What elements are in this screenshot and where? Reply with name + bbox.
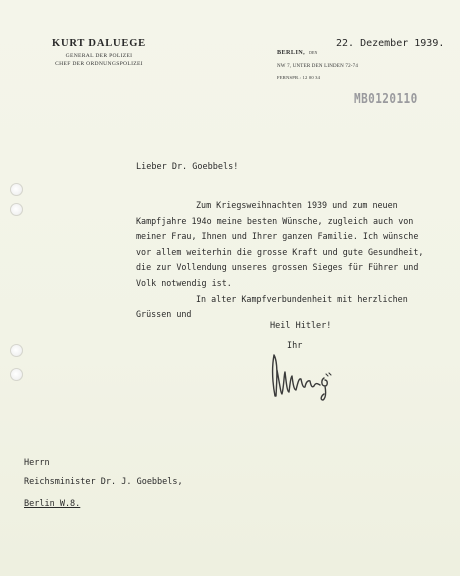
punch-hole	[10, 368, 23, 381]
sender-name: KURT DALUEGE	[52, 38, 146, 49]
salutation: Lieber Dr. Goebbels!	[136, 162, 239, 172]
address-city: BERLIN,	[277, 49, 306, 56]
body-line: Kampfjahre 194o meine besten Wünsche, zugleich auch von	[136, 215, 414, 226]
closing-ihr: Ihr	[287, 341, 303, 351]
punch-hole	[10, 183, 23, 196]
archive-stamp: MB0120110	[354, 92, 418, 107]
body-line: die zur Vollendung unseres grossen Sieges für Führer und	[136, 262, 419, 273]
closing-heil: Heil Hitler!	[270, 321, 332, 331]
recipient-line-1: Herrn	[24, 458, 50, 468]
sender-title-2: CHEF DER ORDNUNGSPOLIZEI	[55, 60, 143, 67]
recipient-line-2: Reichsminister Dr. J. Goebbels,	[24, 477, 183, 487]
body-line: Zum Kriegsweihnachten 1939 und zum neuen	[196, 200, 398, 210]
body-line: vor allem weiterhin die grosse Kraft und gute Gesundheit,	[136, 246, 424, 257]
address-street: NW 7, UNTER DEN LINDEN 72-74	[277, 64, 359, 69]
handwritten-signature	[268, 352, 338, 402]
address-phone: FERNSPR.: 12 00 34	[277, 75, 321, 80]
sender-letterhead	[34, 38, 164, 68]
punch-hole	[10, 203, 23, 216]
sender-title-1: GENERAL DER POLIZEI	[65, 53, 133, 59]
address-city-suffix: DEN	[309, 51, 318, 55]
body-line: meiner Frau, Ihnen und Ihrer ganzen Familie. Ich wünsche	[136, 231, 419, 242]
body-line: Volk notwendig ist.	[136, 277, 232, 288]
body-line: In alter Kampfverbundenheit mit herzlichen	[196, 293, 408, 304]
letter-body	[136, 198, 436, 323]
body-line: Grüssen und	[136, 309, 192, 320]
punch-hole	[10, 344, 23, 357]
letter-date: 22. Dezember 1939.	[336, 38, 445, 49]
recipient-line-3: Berlin W.8.	[24, 499, 81, 509]
